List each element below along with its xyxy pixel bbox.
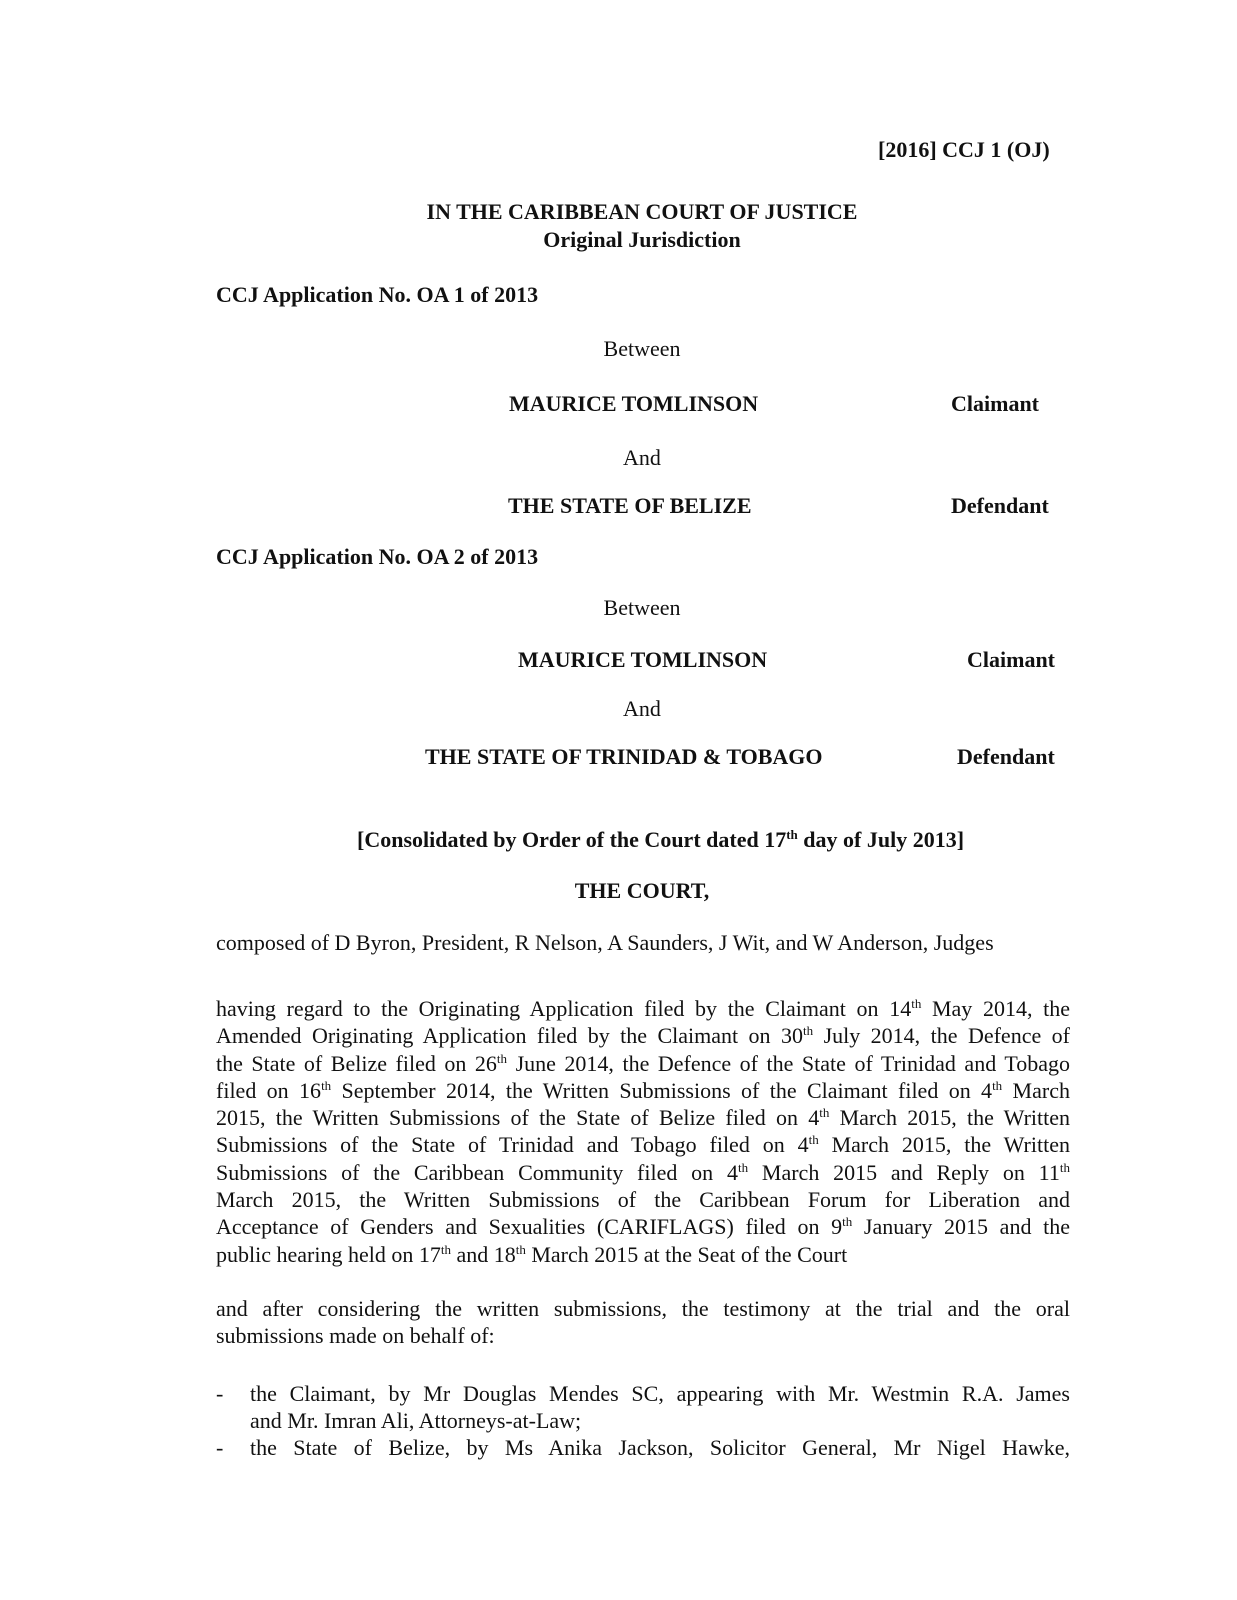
consolidation-order-sup: th <box>786 827 798 842</box>
text-run: the State of Belize filed on 26 <box>216 1050 497 1076</box>
text-run: May 2014, the <box>921 996 1070 1021</box>
ordinal-sup: th <box>808 1132 819 1148</box>
paragraph-line: the Claimant, by Mr Douglas Mendes SC, appearing with Mr. Westmin R.A. James <box>250 1381 1070 1406</box>
bullet-dash: - <box>216 1435 224 1460</box>
text-run: January 2015 and the <box>852 1214 1070 1240</box>
text-run: and 18 <box>450 1241 516 1267</box>
case1-defendant-role: Defendant <box>951 493 1049 518</box>
text-run: July 2014, the Defence of <box>813 1023 1070 1049</box>
text-run: March 2015, the Written <box>818 1132 1070 1158</box>
paragraph-line <box>216 1077 1070 1104</box>
bullet-item-belize <box>250 1434 1070 1461</box>
after-considering-paragraph <box>216 1295 1070 1350</box>
text-run: Acceptance of Genders and Sexualities (CARIFLAGS) filed on 9 <box>216 1214 843 1240</box>
court-name: IN THE CARIBBEAN COURT OF JUSTICE <box>426 199 858 224</box>
the-court-heading: THE COURT, <box>574 878 710 903</box>
paragraph-line <box>216 1213 1070 1240</box>
text-run: March 2015, the Written <box>829 1105 1070 1131</box>
paragraph-line <box>216 1241 1070 1268</box>
case2-application-number: CCJ Application No. OA 2 of 2013 <box>216 544 539 569</box>
case1-claimant-role: Claimant <box>951 391 1039 416</box>
paragraph-line: the State of Belize, by Ms Anika Jackson, Solicitor General, Mr Nigel Hawke, <box>250 1435 1070 1460</box>
text-run: Submissions of the State of Trinidad and Tobago filed on 4 <box>216 1132 809 1158</box>
text-run: Amended Originating Application filed by the Claimant on 30 <box>216 1023 803 1049</box>
bullet-item-claimant <box>250 1380 1070 1435</box>
case2-defendant-name: THE STATE OF TRINIDAD & TOBAGO <box>425 744 823 769</box>
case2-defendant-role: Defendant <box>957 744 1055 769</box>
paragraph-line: submissions made on behalf of: <box>216 1323 495 1349</box>
ordinal-sup: th <box>992 1077 1003 1093</box>
paragraph-line: and Mr. Imran Ali, Attorneys-at-Law; <box>250 1408 582 1434</box>
court-jurisdiction: Original Jurisdiction <box>543 227 741 252</box>
bullet-dash: - <box>216 1381 224 1406</box>
ordinal-sup: th <box>515 1241 526 1257</box>
text-run: September 2014, the Written Submissions of the Claimant filed on 4 <box>331 1077 993 1103</box>
paragraph-line <box>216 1186 1070 1213</box>
court-composition: composed of D Byron, President, R Nelson, A Saunders, J Wit, and W Anderson, Judges <box>216 930 994 955</box>
case-citation: [2016] CCJ 1 (OJ) <box>878 137 1050 162</box>
having-regard-paragraph <box>216 995 1070 1268</box>
consolidation-order <box>357 826 964 854</box>
ordinal-sup: th <box>496 1050 508 1066</box>
consolidation-order-suffix: day of July 2013] <box>797 827 965 852</box>
case1-defendant-name: THE STATE OF BELIZE <box>508 493 752 518</box>
paragraph-line <box>216 1022 1070 1049</box>
paragraph-line <box>216 1050 1070 1077</box>
text-run: having regard to the Originating Application filed by the Claimant on 14 <box>216 996 912 1021</box>
ordinal-sup: th <box>321 1077 332 1093</box>
ordinal-sup: th <box>803 1023 814 1039</box>
ordinal-sup: th <box>819 1105 830 1121</box>
case2-between: Between <box>603 595 681 620</box>
text-run: March 2015, the Written Submissions of the Caribbean Forum for Liberation and <box>216 1187 1070 1213</box>
case1-application-number: CCJ Application No. OA 1 of 2013 <box>216 282 539 307</box>
text-run: Submissions of the Caribbean Community filed on 4 <box>216 1159 738 1185</box>
case2-claimant-name: MAURICE TOMLINSON <box>518 647 768 672</box>
text-run: filed on 16 <box>216 1077 322 1103</box>
ordinal-sup: th <box>911 996 922 1011</box>
consolidation-order-prefix: [Consolidated by Order of the Court dated 17 <box>357 827 787 852</box>
case1-between: Between <box>603 336 681 361</box>
ordinal-sup: th <box>842 1214 853 1230</box>
case2-claimant-role: Claimant <box>967 647 1055 672</box>
paragraph-line: and after considering the written submissions, the testimony at the trial and the oral <box>216 1296 1070 1321</box>
text-run: March 2015 at the Seat of the Court <box>525 1241 848 1267</box>
ordinal-sup: th <box>737 1159 749 1175</box>
text-run: March 2015 and Reply on 11 <box>748 1159 1060 1185</box>
case1-claimant-name: MAURICE TOMLINSON <box>509 391 759 416</box>
ordinal-sup: th <box>1059 1159 1070 1175</box>
text-run: 2015, the Written Submissions of the State of Belize filed on 4 <box>216 1105 820 1131</box>
text-run: June 2014, the Defence of the State of Trinidad and Tobago <box>507 1050 1070 1076</box>
paragraph-line <box>216 1131 1070 1158</box>
case1-and: And <box>623 445 661 470</box>
case2-and: And <box>623 696 661 721</box>
text-run: public hearing held on 17 <box>216 1241 441 1267</box>
paragraph-line <box>216 1159 1070 1186</box>
text-run: March <box>1002 1077 1070 1103</box>
paragraph-line <box>216 1104 1070 1131</box>
paragraph-line <box>216 995 1070 1022</box>
ordinal-sup: th <box>440 1241 451 1257</box>
